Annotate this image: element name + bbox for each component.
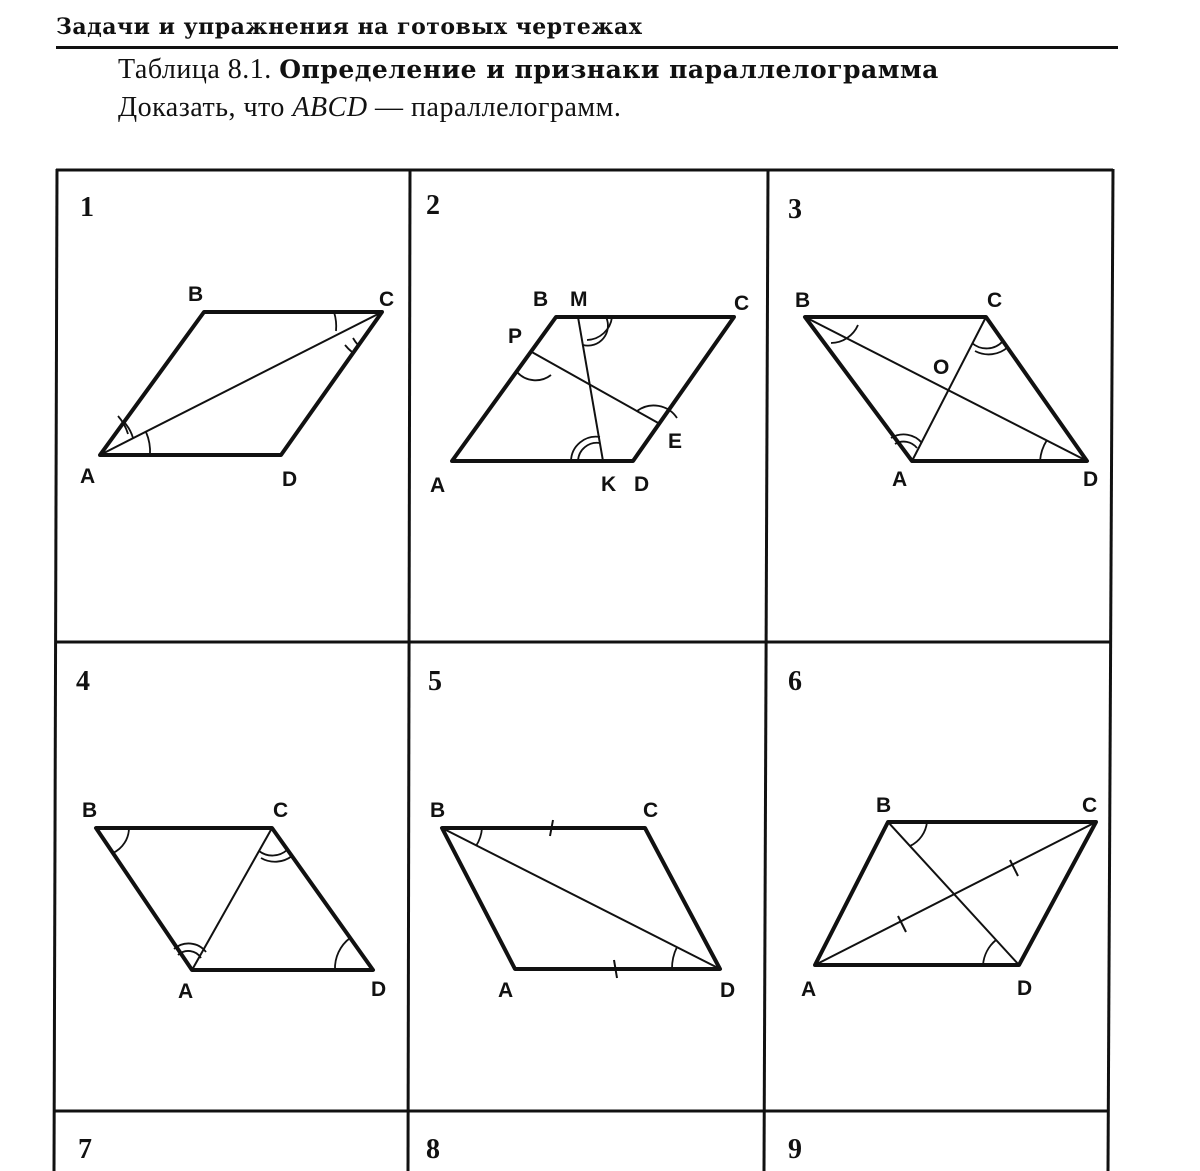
- vertex-label: A: [801, 978, 817, 1001]
- vertex-label: D: [634, 473, 650, 496]
- drawing-line: [1108, 169, 1113, 1171]
- cell-number-8: 8: [426, 1134, 440, 1165]
- angle-mark: [124, 422, 133, 438]
- angle-mark: [578, 443, 600, 461]
- vertex-label: B: [188, 283, 204, 306]
- vertex-label: A: [430, 474, 446, 497]
- angle-mark: [517, 372, 551, 380]
- caption-title: Определение и признаки параллелограмма: [279, 55, 939, 84]
- diagonal-bd: [888, 822, 1019, 965]
- point-label: M: [570, 288, 588, 311]
- vertex-label: C: [1082, 794, 1098, 817]
- vertex-label: D: [1017, 977, 1033, 1000]
- angle-mark: [831, 325, 858, 343]
- vertex-label: B: [82, 799, 98, 822]
- cell-number-3: 3: [788, 194, 802, 225]
- vertex-label: C: [734, 292, 750, 315]
- task-figure: ABCD: [292, 92, 368, 123]
- figure-4: [82, 799, 386, 1003]
- angle-mark: [587, 317, 612, 340]
- drawing-line: [764, 169, 768, 1171]
- cell-number-6: 6: [788, 666, 802, 697]
- angle-mark: [334, 312, 336, 331]
- vertex-label: B: [533, 288, 549, 311]
- cell-number-1: 1: [80, 192, 94, 223]
- vertex-label: A: [892, 468, 908, 491]
- drawing-line: [408, 169, 410, 1171]
- angle-mark: [983, 940, 996, 965]
- angle-mark: [583, 317, 608, 346]
- task-prefix: Доказать, что: [118, 92, 285, 123]
- angle-mark: [345, 345, 352, 352]
- diagonal-ac: [815, 822, 1096, 965]
- diagonal-ac: [100, 312, 382, 455]
- vertex-label: A: [80, 465, 96, 488]
- cell-number-5: 5: [428, 666, 442, 697]
- vertex-label: B: [876, 794, 892, 817]
- angle-mark: [910, 822, 927, 846]
- vertex-label: A: [498, 979, 514, 1002]
- vertex-label: A: [178, 980, 194, 1003]
- point-label: P: [508, 325, 523, 348]
- angle-mark: [571, 437, 600, 461]
- vertex-label: D: [371, 978, 387, 1001]
- caption-prefix: Таблица 8.1.: [118, 54, 272, 85]
- vertex-label: D: [282, 468, 298, 491]
- drawing-line: [54, 169, 57, 1171]
- point-label: E: [668, 430, 683, 453]
- task-suffix: — параллелограмм.: [375, 92, 622, 123]
- table-frame: [54, 169, 1113, 1171]
- cell-number-2: 2: [426, 190, 440, 221]
- angle-mark: [146, 432, 150, 455]
- vertex-label: C: [643, 799, 659, 822]
- angle-mark: [672, 947, 677, 969]
- angle-mark: [261, 856, 292, 862]
- cell-number-7: 7: [78, 1134, 92, 1165]
- cell-number-9: 9: [788, 1134, 802, 1165]
- vertex-label: C: [273, 799, 289, 822]
- cell-number-4: 4: [76, 666, 90, 697]
- vertex-label: C: [987, 289, 1003, 312]
- angle-mark: [1040, 440, 1047, 461]
- vertex-label: B: [795, 289, 811, 312]
- figure-2: [430, 288, 749, 497]
- diagonal-bd: [442, 828, 720, 969]
- vertex-label: D: [720, 979, 736, 1002]
- vertex-label: C: [379, 288, 395, 311]
- point-label: K: [601, 473, 617, 496]
- angle-mark: [353, 338, 358, 345]
- angle-mark: [972, 341, 1003, 348]
- angle-mark: [113, 828, 129, 853]
- section-header: Задачи и упражнения на готовых чертежах: [56, 14, 643, 40]
- angle-mark: [335, 938, 350, 970]
- vertex-label: B: [430, 799, 446, 822]
- angle-mark: [259, 850, 287, 856]
- vertex-label: D: [1083, 468, 1099, 491]
- figure-3: [795, 289, 1098, 491]
- figure-1: [80, 283, 394, 491]
- angle-mark: [476, 828, 482, 846]
- point-label: O: [933, 356, 950, 379]
- parallelogram-abcd: [96, 828, 373, 970]
- figure-6: [801, 794, 1097, 1001]
- diagonal-ac: [912, 317, 986, 461]
- figure-5: [430, 799, 735, 1002]
